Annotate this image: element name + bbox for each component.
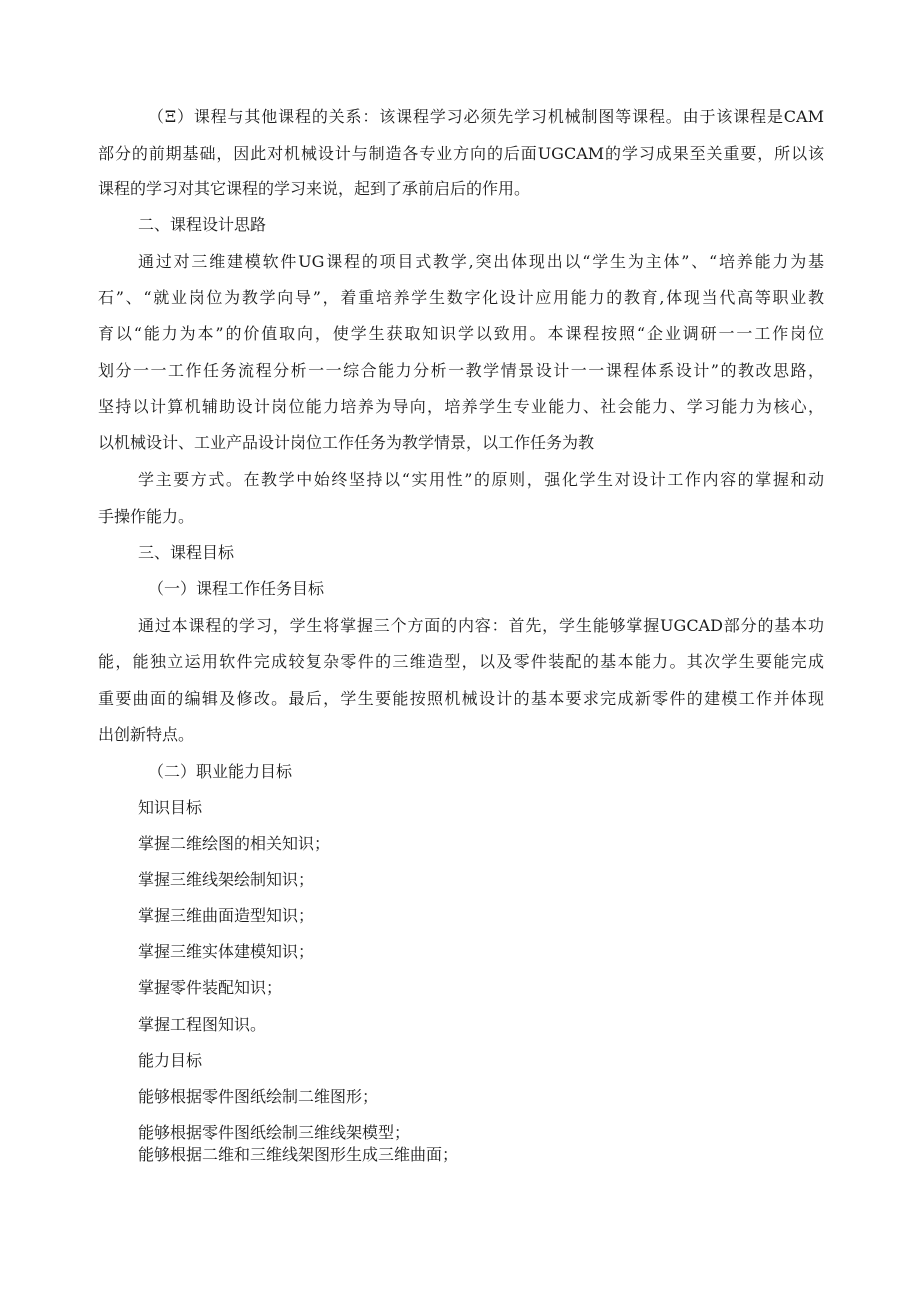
task-goals-line-2: 能，能独立运用软件完成较复杂零件的三维造型，以及零件装配的基本能力。其次学生要能完成: [98, 652, 824, 671]
design-idea-line-5: 坚持以计算机辅助设计岗位能力培养为导向，培养学生专业能力、社会能力、学习能力为核心，: [98, 397, 824, 416]
heading-course-goals: 三、课程目标: [138, 543, 235, 562]
design-idea-line-3: 育以“能力为本”的价值取向，使学生获取知识学以致用。本课程按照“企业调研一一工作岗位: [98, 324, 824, 343]
task-goals-line-4: 出创新特点。: [98, 725, 195, 744]
design-idea-line-2: 石”、“就业岗位为教学向导”，着重培养学生数字化设计应用能力的教育,体现当代高等职业教: [98, 288, 824, 307]
design-idea-line-6: 以机械设计、工业产品设计岗位工作任务为教学情景，以工作任务为教: [98, 433, 595, 452]
teaching-method-line-2: 手操作能力。: [98, 507, 195, 526]
ability-goal-item: 能够根据零件图纸绘制三维线架模型；: [138, 1123, 411, 1142]
subheading-task-goals: （一）课程工作任务目标: [148, 579, 325, 598]
knowledge-goal-item: 掌握工程图知识。: [138, 1015, 267, 1034]
ability-goals-title: 能力目标: [138, 1051, 203, 1070]
knowledge-goal-item: 掌握零件装配知识；: [138, 978, 283, 997]
heading-design-idea: 二、课程设计思路: [138, 215, 267, 234]
knowledge-goal-item: 掌握三维实体建模知识；: [138, 942, 315, 961]
knowledge-goal-item: 掌握三维线架绘制知识；: [138, 870, 315, 889]
subheading-vocational-goals: （二）职业能力目标: [148, 762, 293, 781]
design-idea-line-4: 划分一一工作任务流程分析一一综合能力分析一教学情景设计一一课程体系设计”的教改思路，: [98, 361, 824, 380]
task-goals-line-1: 通过本课程的学习，学生将掌握三个方面的内容：首先，学生能够掌握UGCAD部分的基本功: [138, 616, 824, 635]
knowledge-goal-item: 掌握二维绘图的相关知识；: [138, 834, 331, 853]
task-goals-line-3: 重要曲面的编辑及修改。最后，学生要能按照机械设计的基本要求完成新零件的建模工作并体现: [98, 689, 824, 708]
ability-goal-item: 能够根据零件图纸绘制二维图形；: [138, 1087, 379, 1106]
design-idea-line-1: 通过对三维建模软件UG课程的项目式教学,突出体现出以“学生为主体”、“培养能力为基: [138, 252, 824, 271]
course-relation-line-3: 课程的学习对其它课程的学习来说，起到了承前启后的作用。: [98, 179, 531, 198]
knowledge-goal-item: 掌握三维曲面造型知识；: [138, 906, 315, 925]
course-relation-line-2: 部分的前期基础，因此对机械设计与制造各专业方向的后面UGCAM的学习成果至关重要，所以该: [98, 144, 824, 163]
knowledge-goals-title: 知识目标: [138, 798, 203, 817]
teaching-method-line-1: 学主要方式。在教学中始终坚持以“实用性”的原则，强化学生对设计工作内容的掌握和动: [138, 470, 824, 489]
ability-goal-item: 能够根据二维和三维线架图形生成三维曲面；: [138, 1145, 459, 1164]
course-relation-line-1: （Ξ）课程与其他课程的关系：该课程学习必须先学习机械制图等课程。由于该课程是CAM: [148, 107, 824, 126]
